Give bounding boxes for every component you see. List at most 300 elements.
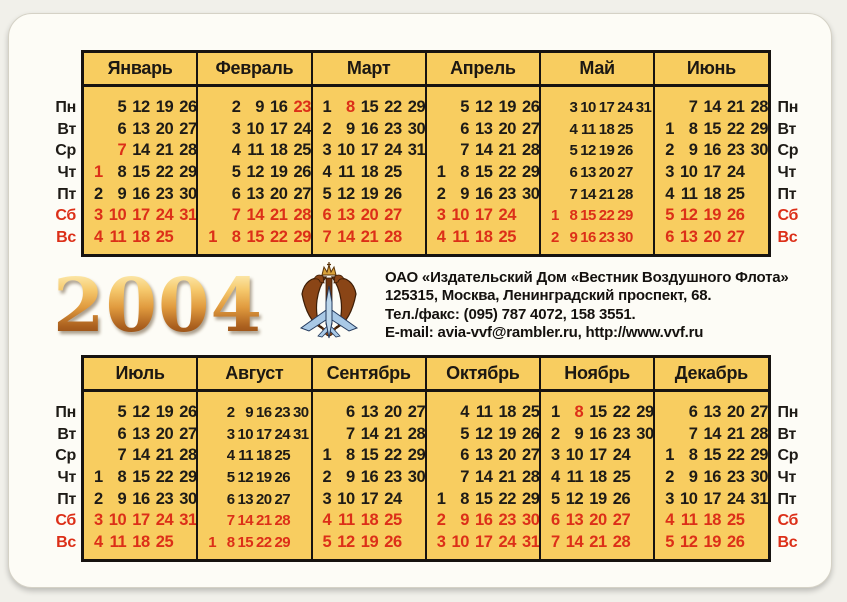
day-number: 20 — [589, 511, 607, 530]
day-number: 26 — [522, 424, 540, 443]
day-number: 10 — [108, 511, 127, 530]
day-number: 10 — [565, 446, 584, 465]
day-number: 31 — [292, 425, 309, 443]
month-grid — [543, 97, 652, 249]
day-number: 12 — [237, 468, 254, 486]
day-number: 19 — [360, 184, 379, 203]
day-number: 22 — [598, 207, 615, 225]
day-label-tue: Вт — [777, 120, 797, 138]
day-number: 14 — [246, 206, 264, 225]
day-number: 28 — [750, 98, 768, 116]
day-number: 13 — [132, 424, 150, 443]
publisher-email-line: E-mail: avia-vvf@rambler.ru, http://www.vvf.ru — [384, 324, 704, 342]
day-number: 16 — [475, 184, 493, 203]
day-label-fri: Пт — [57, 185, 76, 203]
month-grid — [84, 402, 197, 554]
month-grid — [655, 97, 768, 249]
day-number: 6 — [117, 119, 127, 138]
day-number: 21 — [384, 424, 402, 443]
day-number: 17 — [475, 532, 493, 551]
empty-day-cell — [84, 119, 103, 141]
day-number: 28 — [612, 532, 631, 551]
month-name: Февраль — [198, 53, 310, 87]
day-label-fri: Пт — [777, 185, 797, 203]
day-number: 2 — [93, 489, 103, 508]
day-number: 28 — [750, 424, 768, 443]
day-number: 6 — [345, 402, 355, 421]
empty-day-cell — [635, 227, 651, 249]
day-number: 10 — [680, 489, 698, 508]
day-label-sat: Сб — [777, 512, 799, 530]
empty-day-cell — [635, 205, 651, 227]
empty-day-cell — [635, 140, 651, 162]
day-number: 3 — [569, 99, 578, 116]
empty-day-cell — [198, 205, 217, 227]
month-name: Январь — [84, 53, 196, 87]
day-number: 15 — [703, 119, 721, 138]
day-number: 18 — [270, 141, 288, 160]
empty-day-cell — [635, 445, 654, 467]
day-number: 8 — [688, 446, 698, 465]
day-number: 8 — [460, 489, 469, 508]
day-number: 30 — [750, 467, 768, 486]
day-number: 29 — [617, 207, 633, 225]
day-number: 11 — [475, 402, 493, 421]
day-number: 23 — [598, 229, 615, 247]
day-number: 22 — [384, 446, 402, 465]
day-number: 6 — [665, 228, 674, 247]
empty-day-cell — [178, 532, 197, 554]
month-october — [425, 358, 539, 559]
empty-day-cell — [84, 445, 103, 467]
day-number: 18 — [498, 402, 516, 421]
day-label-thu: Чт — [777, 164, 796, 182]
day-number: 11 — [680, 511, 698, 530]
day-number: 31 — [179, 206, 197, 225]
day-number: 10 — [451, 206, 469, 225]
day-number: 7 — [569, 185, 578, 203]
day-number: 25 — [293, 141, 311, 160]
day-number: 12 — [475, 98, 493, 116]
month-name: Август — [198, 358, 310, 392]
empty-day-cell — [84, 97, 103, 119]
day-number: 27 — [617, 164, 633, 182]
empty-day-cell — [635, 532, 654, 554]
publisher-info — [385, 269, 789, 343]
day-number: 12 — [337, 532, 355, 551]
day-number: 3 — [322, 141, 332, 160]
publisher-name-line: ОАО «Издательский Дом «Вестник Воздушного Флота» — [384, 268, 789, 286]
day-number: 22 — [727, 119, 745, 138]
day-number: 4 — [665, 184, 674, 203]
month-body — [198, 87, 310, 254]
day-number: 20 — [498, 119, 516, 138]
day-number: 18 — [360, 511, 379, 530]
day-number: 13 — [475, 446, 493, 465]
day-label-sat: Сб — [55, 207, 76, 225]
day-number: 16 — [580, 229, 596, 247]
day-label-mon: Пн — [777, 403, 799, 421]
day-number: 14 — [475, 467, 493, 486]
day-number: 27 — [407, 402, 426, 421]
day-number: 24 — [384, 141, 402, 160]
day-number: 20 — [155, 424, 174, 443]
day-number: 22 — [612, 402, 631, 421]
day-number: 1 — [93, 163, 103, 182]
month-body — [427, 87, 539, 254]
day-number: 12 — [246, 163, 264, 182]
empty-day-cell — [543, 97, 559, 119]
day-number: 7 — [460, 141, 469, 160]
day-number: 26 — [384, 184, 402, 203]
day-number: 6 — [231, 184, 241, 203]
day-label-sun: Вс — [56, 533, 76, 551]
day-number: 8 — [231, 228, 241, 247]
day-number: 11 — [338, 163, 355, 182]
day-number: 8 — [688, 119, 698, 138]
day-number: 9 — [345, 119, 355, 138]
day-number: 11 — [452, 228, 469, 247]
day-number: 11 — [338, 511, 355, 530]
day-number: 11 — [566, 467, 584, 486]
empty-day-cell — [426, 424, 445, 446]
day-number: 3 — [231, 119, 241, 138]
day-number: 21 — [589, 532, 607, 551]
day-number: 26 — [617, 142, 633, 160]
day-number: 26 — [727, 206, 745, 225]
empty-day-cell — [635, 467, 654, 489]
day-number: 25 — [274, 447, 291, 465]
day-number: 19 — [270, 163, 288, 182]
day-number: 9 — [460, 511, 469, 530]
empty-day-cell — [84, 402, 103, 424]
day-number: 8 — [226, 533, 235, 551]
day-number: 19 — [360, 532, 379, 551]
publisher-phone-line: Тел./факс: (095) 787 4072, 158 3551. — [384, 305, 636, 323]
day-number: 15 — [475, 489, 493, 508]
month-grid — [655, 402, 768, 554]
day-number: 9 — [574, 424, 584, 443]
month-body — [84, 392, 196, 559]
day-number: 26 — [179, 402, 197, 421]
day-number: 23 — [155, 184, 174, 203]
day-number: 13 — [703, 402, 721, 421]
day-number: 27 — [384, 206, 402, 225]
day-number: 21 — [270, 206, 288, 225]
day-number: 6 — [460, 446, 469, 465]
day-number: 10 — [580, 99, 596, 116]
month-grid — [312, 402, 425, 554]
empty-day-cell — [635, 162, 651, 184]
day-number: 29 — [274, 533, 291, 551]
day-number: 17 — [360, 141, 379, 160]
day-number: 19 — [598, 142, 615, 160]
month-march — [311, 53, 425, 254]
day-number: 22 — [255, 533, 272, 551]
empty-day-cell — [520, 205, 539, 227]
day-number: 21 — [498, 467, 516, 486]
day-number: 23 — [384, 467, 402, 486]
day-number: 8 — [460, 163, 469, 182]
day-number: 1 — [550, 402, 560, 421]
day-number: 25 — [498, 228, 516, 247]
day-number: 20 — [270, 184, 288, 203]
day-number: 1 — [665, 119, 674, 138]
day-number: 16 — [589, 424, 607, 443]
month-grid — [312, 97, 425, 249]
month-name: Июнь — [655, 53, 767, 87]
day-number: 14 — [237, 512, 254, 530]
day-number: 24 — [498, 206, 516, 225]
day-number: 14 — [580, 185, 596, 203]
day-number: 18 — [132, 532, 150, 551]
day-number: 2 — [322, 467, 332, 486]
day-number: 11 — [109, 532, 127, 551]
empty-day-cell — [293, 467, 309, 489]
day-number: 28 — [179, 141, 197, 160]
day-number: 25 — [727, 184, 745, 203]
day-number: 26 — [612, 489, 631, 508]
day-number: 24 — [727, 489, 745, 508]
day-number: 11 — [581, 120, 596, 138]
month-grid — [426, 97, 539, 249]
day-number: 4 — [93, 228, 103, 247]
day-number: 18 — [132, 228, 150, 247]
day-number: 24 — [155, 206, 174, 225]
day-label-fri: Пт — [57, 490, 76, 508]
day-number: 30 — [750, 141, 768, 160]
month-name: Ноябрь — [541, 358, 653, 392]
month-grid — [426, 402, 539, 554]
empty-day-cell — [426, 467, 445, 489]
day-number: 17 — [360, 489, 379, 508]
day-number: 10 — [246, 119, 264, 138]
month-november — [539, 358, 653, 559]
month-grid — [198, 97, 311, 249]
day-number: 23 — [727, 467, 745, 486]
empty-day-cell — [635, 184, 651, 206]
day-number: 3 — [436, 532, 446, 551]
day-number: 29 — [293, 228, 311, 247]
month-body — [541, 87, 653, 254]
day-number: 10 — [337, 141, 355, 160]
day-number: 4 — [569, 120, 578, 138]
month-grid — [541, 402, 654, 554]
empty-day-cell — [749, 227, 768, 249]
day-number: 20 — [360, 206, 379, 225]
empty-day-cell — [635, 510, 654, 532]
month-body — [655, 392, 767, 559]
empty-day-cell — [543, 184, 559, 206]
month-april — [425, 53, 539, 254]
day-number: 13 — [580, 164, 596, 182]
bottom-calendar-half — [49, 355, 797, 562]
day-number: 19 — [155, 402, 174, 421]
day-number: 9 — [688, 141, 698, 160]
month-body — [84, 87, 196, 254]
empty-day-cell — [406, 162, 425, 184]
day-number: 5 — [665, 532, 674, 551]
months-block-top — [81, 50, 771, 257]
day-number: 3 — [665, 163, 674, 182]
day-number: 7 — [231, 206, 241, 225]
day-number: 25 — [155, 532, 174, 551]
empty-day-cell — [655, 402, 674, 424]
month-body — [541, 392, 653, 559]
day-number: 19 — [703, 206, 721, 225]
day-number: 20 — [155, 119, 174, 138]
day-number: 26 — [179, 98, 197, 116]
day-label-sun: Вс — [777, 229, 798, 247]
day-number: 25 — [617, 120, 633, 138]
day-number: 15 — [703, 446, 721, 465]
day-number: 9 — [245, 403, 254, 421]
day-number: 30 — [179, 184, 197, 203]
day-number: 1 — [436, 163, 446, 182]
day-number: 8 — [345, 446, 355, 465]
day-number: 14 — [337, 228, 355, 247]
day-number: 20 — [727, 402, 745, 421]
day-number: 9 — [460, 184, 469, 203]
day-number: 27 — [179, 119, 197, 138]
day-label-sat: Сб — [55, 512, 76, 530]
day-number: 9 — [117, 489, 127, 508]
day-number: 5 — [117, 98, 127, 116]
double-headed-eagle-jet-icon — [293, 262, 365, 350]
empty-day-cell — [749, 162, 768, 184]
month-december — [653, 358, 767, 559]
day-number: 29 — [179, 467, 197, 486]
day-number: 27 — [612, 511, 631, 530]
empty-day-cell — [543, 162, 559, 184]
day-number: 12 — [132, 402, 150, 421]
empty-day-cell — [426, 97, 445, 119]
day-number: 8 — [574, 402, 584, 421]
day-number: 17 — [270, 119, 288, 138]
day-number: 5 — [322, 184, 332, 203]
day-number: 6 — [226, 490, 235, 508]
day-number: 23 — [612, 424, 631, 443]
day-number: 30 — [292, 403, 309, 421]
day-number: 11 — [109, 228, 127, 247]
weekday-labels-left-bottom — [49, 355, 81, 562]
day-number: 23 — [155, 489, 174, 508]
day-number: 9 — [345, 467, 355, 486]
day-number: 17 — [703, 163, 721, 182]
day-number: 7 — [345, 424, 355, 443]
day-label-wed: Ср — [55, 142, 76, 160]
empty-day-cell — [200, 489, 216, 511]
day-number: 31 — [179, 511, 197, 530]
day-number: 4 — [550, 467, 560, 486]
day-number: 7 — [688, 424, 698, 443]
day-number: 28 — [407, 424, 426, 443]
empty-day-cell — [178, 227, 197, 249]
day-number: 13 — [246, 184, 264, 203]
empty-day-cell — [198, 97, 217, 119]
day-number: 22 — [384, 98, 402, 116]
day-number: 27 — [727, 228, 745, 247]
day-number: 9 — [255, 98, 264, 116]
day-number: 2 — [436, 511, 446, 530]
day-number: 19 — [498, 98, 516, 116]
empty-day-cell — [426, 119, 445, 141]
day-number: 7 — [460, 467, 469, 486]
day-number: 21 — [598, 185, 615, 203]
day-number: 12 — [475, 424, 493, 443]
month-name: Октябрь — [427, 358, 539, 392]
day-number: 13 — [475, 119, 493, 138]
empty-day-cell — [406, 184, 425, 206]
day-number: 21 — [727, 424, 745, 443]
day-number: 16 — [255, 403, 272, 421]
empty-day-cell — [200, 467, 216, 489]
day-number: 21 — [155, 141, 174, 160]
day-number: 11 — [247, 141, 264, 160]
day-number: 27 — [274, 490, 291, 508]
day-number: 3 — [93, 511, 103, 530]
day-number: 15 — [589, 402, 607, 421]
day-number: 8 — [345, 98, 355, 116]
day-number: 24 — [617, 99, 633, 116]
day-number: 24 — [293, 119, 311, 138]
day-number: 1 — [322, 446, 332, 465]
day-number: 2 — [550, 424, 560, 443]
day-number: 26 — [727, 532, 745, 551]
month-body — [427, 392, 539, 559]
day-number: 8 — [569, 207, 578, 225]
day-number: 7 — [117, 141, 127, 160]
day-number: 29 — [636, 402, 654, 421]
day-number: 27 — [179, 424, 197, 443]
day-number: 2 — [436, 184, 446, 203]
day-label-wed: Ср — [777, 142, 799, 160]
day-number: 11 — [680, 184, 698, 203]
day-number: 13 — [237, 490, 254, 508]
day-number: 13 — [360, 402, 379, 421]
day-number: 4 — [436, 228, 446, 247]
month-name: Май — [541, 53, 653, 87]
day-number: 4 — [322, 511, 332, 530]
day-number: 8 — [117, 467, 127, 486]
empty-day-cell — [293, 510, 309, 532]
empty-day-cell — [635, 119, 651, 141]
day-number: 10 — [451, 532, 469, 551]
day-number: 8 — [117, 163, 127, 182]
month-name: Декабрь — [655, 358, 767, 392]
weekday-labels-right-top — [771, 50, 805, 257]
day-number: 22 — [155, 163, 174, 182]
day-number: 28 — [522, 467, 540, 486]
publisher-address-line: 125315, Москва, Ленинградский проспект, 68. — [384, 287, 712, 305]
day-number: 1 — [665, 446, 674, 465]
day-number: 31 — [407, 141, 426, 160]
day-number: 28 — [293, 206, 311, 225]
day-number: 20 — [255, 490, 272, 508]
day-label-tue: Вт — [57, 120, 76, 138]
months-row-jan-jun — [84, 53, 768, 254]
day-number: 13 — [337, 206, 355, 225]
day-number: 5 — [226, 468, 235, 486]
day-number: 21 — [727, 98, 745, 116]
day-number: 6 — [688, 402, 698, 421]
day-number: 4 — [665, 511, 674, 530]
empty-day-cell — [426, 445, 445, 467]
day-number: 29 — [179, 163, 197, 182]
day-number: 15 — [237, 533, 254, 551]
day-number: 24 — [498, 532, 516, 551]
day-number: 21 — [155, 446, 174, 465]
